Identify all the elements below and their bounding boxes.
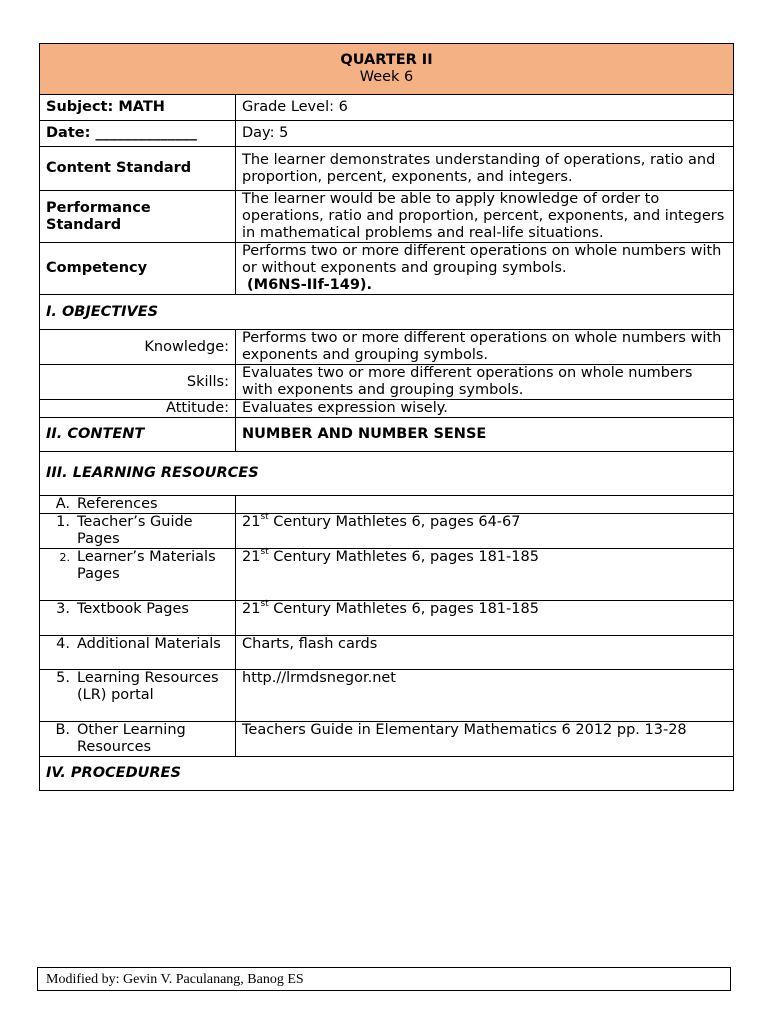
performance-standard-label: Performance Standard (40, 191, 236, 243)
resource-label: Learning Resources (LR) portal (77, 670, 219, 703)
content-value: NUMBER AND NUMBER SENSE (236, 418, 734, 452)
resource-label-cell (40, 670, 236, 722)
resources-heading-row (40, 452, 734, 496)
resource-value: 21st Century Mathletes 6, pages 181-185 (236, 549, 734, 601)
resource-row (40, 636, 734, 670)
procedures-row (40, 757, 734, 791)
competency-label: Competency (40, 243, 236, 295)
references-label: References (77, 496, 158, 512)
lesson-plan-table (39, 43, 734, 791)
footer-note: Modified by: Gevin V. Paculanang, Banog ES (37, 967, 731, 991)
lesson-plan-document (39, 43, 733, 791)
resource-value: Charts, flash cards (236, 636, 734, 670)
references-cell (40, 496, 236, 514)
resources-heading: III. LEARNING RESOURCES (40, 452, 734, 496)
content-standard-value: The learner demonstrates understanding of operations, ratio and proportion, percent, exponents, and integers. (236, 147, 734, 191)
resource-num: 3. (56, 601, 70, 617)
resource-num: 2. (59, 551, 70, 564)
knowledge-label: Knowledge: (40, 330, 236, 365)
resource-label: Additional Materials (77, 636, 221, 652)
resource-value: 21st Century Mathletes 6, pages 64-67 (236, 514, 734, 549)
other-resources-label-cell (40, 722, 236, 757)
references-row (40, 496, 734, 514)
resource-label: Teacher’s Guide Pages (77, 514, 193, 547)
resource-row (40, 549, 734, 601)
other-resources-num: B. (55, 722, 70, 738)
objectives-heading-row (40, 295, 734, 330)
attitude-row (40, 400, 734, 418)
resource-value: http.//lrmdsnegor.net (236, 670, 734, 722)
header-row (40, 44, 734, 95)
resource-row (40, 514, 734, 549)
resource-label-cell (40, 601, 236, 636)
attitude-label: Attitude: (40, 400, 236, 418)
resource-label-cell (40, 549, 236, 601)
content-heading: II. CONTENT (40, 418, 236, 452)
resource-num: 5. (56, 670, 70, 686)
subject-row (40, 95, 734, 121)
performance-standard-row (40, 191, 734, 243)
subject-label: Subject: MATH (40, 95, 236, 121)
other-resources-row (40, 722, 734, 757)
resource-value: 21st Century Mathletes 6, pages 181-185 (236, 601, 734, 636)
content-standard-row (40, 147, 734, 191)
date-row (40, 121, 734, 147)
resource-label-cell (40, 636, 236, 670)
resource-label-cell (40, 514, 236, 549)
resource-num: 1. (56, 514, 70, 530)
other-resources-label: Other Learning Resources (77, 722, 186, 755)
attitude-value: Evaluates expression wisely. (236, 400, 734, 418)
skills-label: Skills: (40, 365, 236, 400)
references-value (236, 496, 734, 514)
knowledge-value: Performs two or more different operations on whole numbers with exponents and grouping symbols. (236, 330, 734, 365)
week-label: Week 6 (359, 69, 414, 85)
resource-label: Learner’s Materials Pages (77, 549, 216, 582)
date-label: Date: ______________ (40, 121, 236, 147)
grade-level: Grade Level: 6 (236, 95, 734, 121)
resource-row (40, 601, 734, 636)
competency-code: (M6NS-IIf-149). (242, 277, 373, 293)
content-row (40, 418, 734, 452)
day-label: Day: 5 (236, 121, 734, 147)
skills-value: Evaluates two or more different operations on whole numbers with exponents and grouping symbols. (236, 365, 734, 400)
procedures-heading: IV. PROCEDURES (40, 757, 734, 791)
competency-row (40, 243, 734, 295)
references-num: A. (55, 496, 70, 512)
quarter-header (40, 44, 734, 95)
quarter-title: QUARTER II (340, 52, 433, 68)
resource-num: 4. (56, 636, 70, 652)
skills-row (40, 365, 734, 400)
knowledge-row (40, 330, 734, 365)
performance-standard-value: The learner would be able to apply knowledge of order to operations, ratio and proportion, percent, exponents, and integers in mathematical problems and real-life situations. (236, 191, 734, 243)
content-standard-label: Content Standard (40, 147, 236, 191)
competency-cell (236, 243, 734, 295)
objectives-heading: I. OBJECTIVES (40, 295, 734, 330)
competency-value: Performs two or more different operations on whole numbers with or without exponents and grouping symbols. (242, 243, 722, 276)
other-resources-value: Teachers Guide in Elementary Mathematics 6 2012 pp. 13-28 (236, 722, 734, 757)
resource-row (40, 670, 734, 722)
resource-label: Textbook Pages (77, 601, 189, 617)
